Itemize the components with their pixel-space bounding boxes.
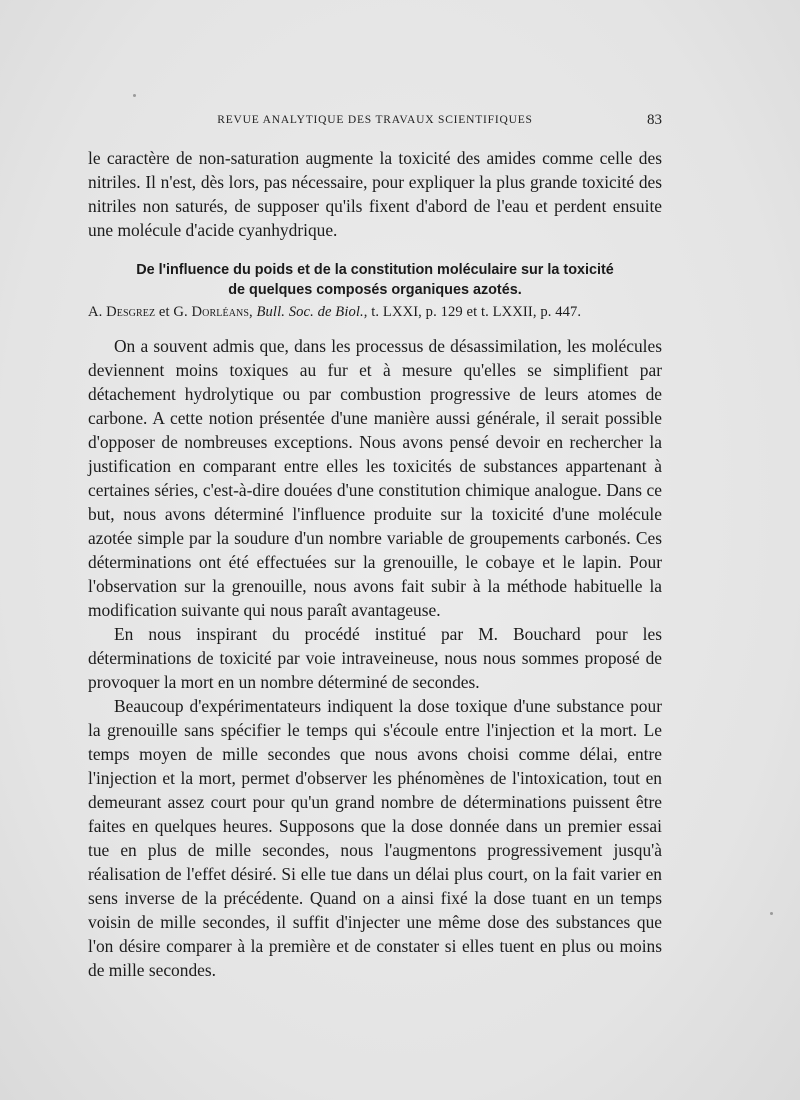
citation-journal: Bull. Soc. de Biol.	[256, 304, 364, 320]
section-title	[88, 260, 662, 300]
body-paragraph: Beaucoup d'expérimentateurs indiquent la dose toxique d'une substance pour la grenouille sans spécifier le temps qui s'écoule entre l'injection et la mort. Le temps moyen de mille secondes que nous avons choisi comme délai, entre l'injection et la mort, permet d'observer les phénomènes de l'intoxication, tout en demeurant assez court pour qu'un grand nombre de déterminations puissent être faites en quelques heures. Supposons que la dose donnée dans un premier essai tue en plus de mille secondes, nous l'augmentons progressivement jusqu'à réalisation de l'effet désiré. Si elle tue dans un délai plus court, on la fait varier en sens inverse de la précédente. Quand on a ainsi fixé la dose tuant en un temps voisin de mille secondes, il suffit d'injecter une même dose des substances que l'on désire comparer à la première et de constater si elles tuent en plus ou moins de mille secondes.	[88, 696, 662, 980]
page-number: 83	[647, 112, 662, 128]
intro-paragraph: le caractère de non-saturation augmente la toxicité des amides comme celle des nitriles. Il n'est, dès lors, pas nécessaire, pour expliquer la plus grande toxicité des nitriles non saturés, de supposer qu'ils fixent d'abord de l'eau et perdent ensuite une molécule d'acide cyanhydrique.	[88, 148, 662, 240]
page-header	[88, 112, 662, 134]
citation: A. Desgrez et G. Dorléans, Bull. Soc. de Biol., t. LXXI, p. 129 et t. LXXII, p. 447.	[88, 304, 582, 320]
citation-author1-initial: A.	[88, 304, 103, 320]
paper-speck	[770, 912, 773, 915]
page-body	[88, 146, 662, 982]
running-title: REVUE ANALYTIQUE DES TRAVAUX SCIENTIFIQUES	[217, 114, 533, 126]
body-paragraph: En nous inspirant du procédé institué par M. Bouchard pour les déterminations de toxicité par voie intraveineuse, nous nous sommes proposé de provoquer la mort en un nombre déterminé de secondes.	[88, 624, 662, 692]
paper-speck	[133, 94, 136, 97]
section-title-line: De l'influence du poids et de la constitution moléculaire sur la toxicité	[136, 262, 614, 278]
citation-conjunction: et G.	[158, 304, 188, 320]
citation-author2: Dorléans	[191, 304, 249, 320]
section-title-line: de quelques composés organiques azotés.	[228, 282, 522, 298]
body-paragraph: On a souvent admis que, dans les processus de désassimilation, les molécules deviennent moins toxiques au fur et à mesure qu'elles se simplifient par détachement hydrolytique ou par combustion progressive de leurs atomes de carbone. A cette notion présentée d'une manière aussi générale, il serait possible d'opposer de nombreuses exceptions. Nous avons pensé devoir en rechercher la justification en comparant entre elles les toxicités de substances appartenant à certaines séries, c'est-à-dire douées d'une constitution chimique analogue. Dans ce but, nous avons déterminé l'influence produite sur la toxicité d'une molécule azotée simple par la soudure d'un nombre variable de groupements carbonés. Ces déterminations ont été effectuées sur la grenouille, le cobaye et le lapin. Pour l'observation sur la grenouille, nous avons fait subir à la méthode habituelle la modification suivante qui nous paraît avantageuse.	[88, 336, 662, 620]
citation-reference: , t. LXXI, p. 129 et t. LXXII, p. 447.	[363, 304, 582, 320]
citation-author1: Desgrez	[106, 304, 156, 320]
